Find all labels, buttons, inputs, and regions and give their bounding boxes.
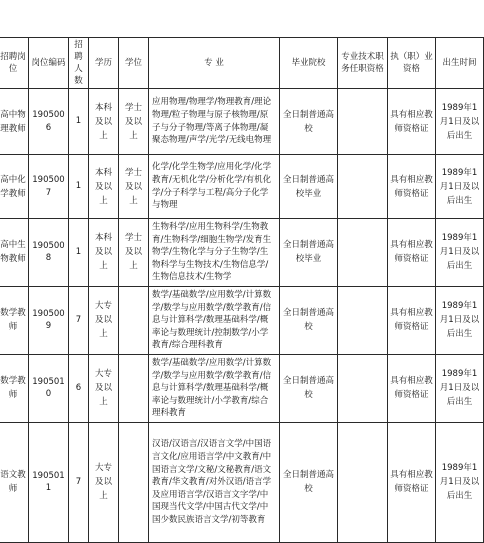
cell-birth: 1989年1月1日及以后出生: [436, 354, 484, 422]
cell-code: 1905007: [29, 155, 69, 219]
cell-code: 1905010: [29, 354, 69, 422]
cell-major: 化学/化学生物学/应用化学/化学教育/无机化学/分析化学/有机化学/分子科学与工程/高分子化学与物理: [149, 155, 280, 219]
cell-post: 语文教师: [0, 422, 29, 542]
header-education: 学历: [89, 38, 119, 89]
cell-qualification: 具有相应教师资格证: [388, 155, 436, 219]
cell-count: 1: [69, 155, 89, 219]
cell-tech-title: [338, 422, 388, 542]
cell-education: 大专及以上: [89, 422, 119, 542]
header-school: 毕业院校: [280, 38, 338, 89]
cell-degree: 学士及以上: [119, 155, 149, 219]
cell-post: 高中化学教师: [0, 155, 29, 219]
cell-major: 数学/基础数学/应用数学/计算数学/数学与应用数学/数学教育/信息与计算科学/数理基础科学/概率论与数理统计/小学教育/综合理科教育: [149, 354, 280, 422]
cell-post: 数学教师: [0, 286, 29, 354]
cell-code: 1905009: [29, 286, 69, 354]
cell-count: 1: [69, 89, 89, 155]
header-major: 专 业: [149, 38, 280, 89]
cell-major: 生物科学/应用生物科学/生物教育/生物科学/细胞生物学/发育生物学/生物化学与分子生物学/生物科学与生物技术/生物信息学/生物信息技术/生物学: [149, 219, 280, 287]
cell-code: 1905008: [29, 219, 69, 287]
cell-qualification: 具有相应教师资格证: [388, 422, 436, 542]
cell-school: 全日制普通高校毕业: [280, 219, 338, 287]
recruitment-table: [0, 37, 484, 543]
header-post: 招聘岗位: [0, 38, 29, 89]
cell-degree: [119, 422, 149, 542]
cell-school: 全日制普通高校: [280, 286, 338, 354]
cell-education: 本科及以上: [89, 219, 119, 287]
header-degree: 学位: [119, 38, 149, 89]
cell-birth: 1989年1月1日及以后出生: [436, 219, 484, 287]
table-row: [0, 422, 484, 542]
cell-tech-title: [338, 354, 388, 422]
cell-post: 高中物理教师: [0, 89, 29, 155]
cell-tech-title: [338, 89, 388, 155]
table-row: [0, 219, 484, 287]
cell-degree: 学士及以上: [119, 219, 149, 287]
header-count: 招聘人数: [69, 38, 89, 89]
cell-major: 汉语/汉语言/汉语言文学/中国语言文化/应用语言学/中文教育/中国语言文学/文秘/文秘教育/语文教育/华文教育/对外汉语/语言学及应用语言学/汉语言文字学/中国现当代文学/中国古代文学/中国少数民族语言文学/初等教育: [149, 422, 280, 542]
cell-count: 6: [69, 354, 89, 422]
cell-qualification: 具有相应教师资格证: [388, 286, 436, 354]
header-tech-title: 专业技术职务任职资格: [338, 38, 388, 89]
cell-qualification: 具有相应教师资格证: [388, 89, 436, 155]
cell-tech-title: [338, 155, 388, 219]
header-birth: 出生时间: [436, 38, 484, 89]
cell-school: 全日制普通高校: [280, 89, 338, 155]
cell-education: 大专及以上: [89, 286, 119, 354]
cell-qualification: 具有相应教师资格证: [388, 219, 436, 287]
cell-post: 高中生物教师: [0, 219, 29, 287]
cell-count: 7: [69, 286, 89, 354]
cell-degree: [119, 354, 149, 422]
cell-birth: 1989年1月1日及以后出生: [436, 286, 484, 354]
cell-school: 全日制普通高校: [280, 354, 338, 422]
header-qualification: 执（职）业资格: [388, 38, 436, 89]
cell-count: 1: [69, 219, 89, 287]
header-code: 岗位编码: [29, 38, 69, 89]
table-row: [0, 354, 484, 422]
table-row: [0, 286, 484, 354]
cell-count: 7: [69, 422, 89, 542]
cell-degree: [119, 286, 149, 354]
cell-birth: 1989年1月1日及以后出生: [436, 422, 484, 542]
cell-school: 全日制普通高校: [280, 422, 338, 542]
cell-code: 1905011: [29, 422, 69, 542]
cell-birth: 1989年1月1日及以后出生: [436, 89, 484, 155]
table-header: [0, 38, 484, 89]
cell-tech-title: [338, 286, 388, 354]
cell-major: 应用物理/物理学/物理教育/理论物理/粒子物理与原子核物理/原子与分子物理/等离子体物理/凝聚态物理/声学/光学/无线电物理: [149, 89, 280, 155]
table-row: [0, 89, 484, 155]
cell-tech-title: [338, 219, 388, 287]
cell-education: 本科及以上: [89, 155, 119, 219]
cell-education: 大专及以上: [89, 354, 119, 422]
cell-code: 1905006: [29, 89, 69, 155]
cell-major: 数学/基础数学/应用数学/计算数学/数学与应用数学/数学教育/信息与计算科学/数理基础科学/概率论与数理统计/控制数学/小学教育/综合理科教育: [149, 286, 280, 354]
cell-education: 本科及以上: [89, 89, 119, 155]
cell-birth: 1989年1月1日及以后出生: [436, 155, 484, 219]
cell-post: 数学教师: [0, 354, 29, 422]
cell-qualification: 具有相应教师资格证: [388, 354, 436, 422]
cell-degree: 学士及以上: [119, 89, 149, 155]
table-row: [0, 155, 484, 219]
cell-school: 全日制普通高校毕业: [280, 155, 338, 219]
